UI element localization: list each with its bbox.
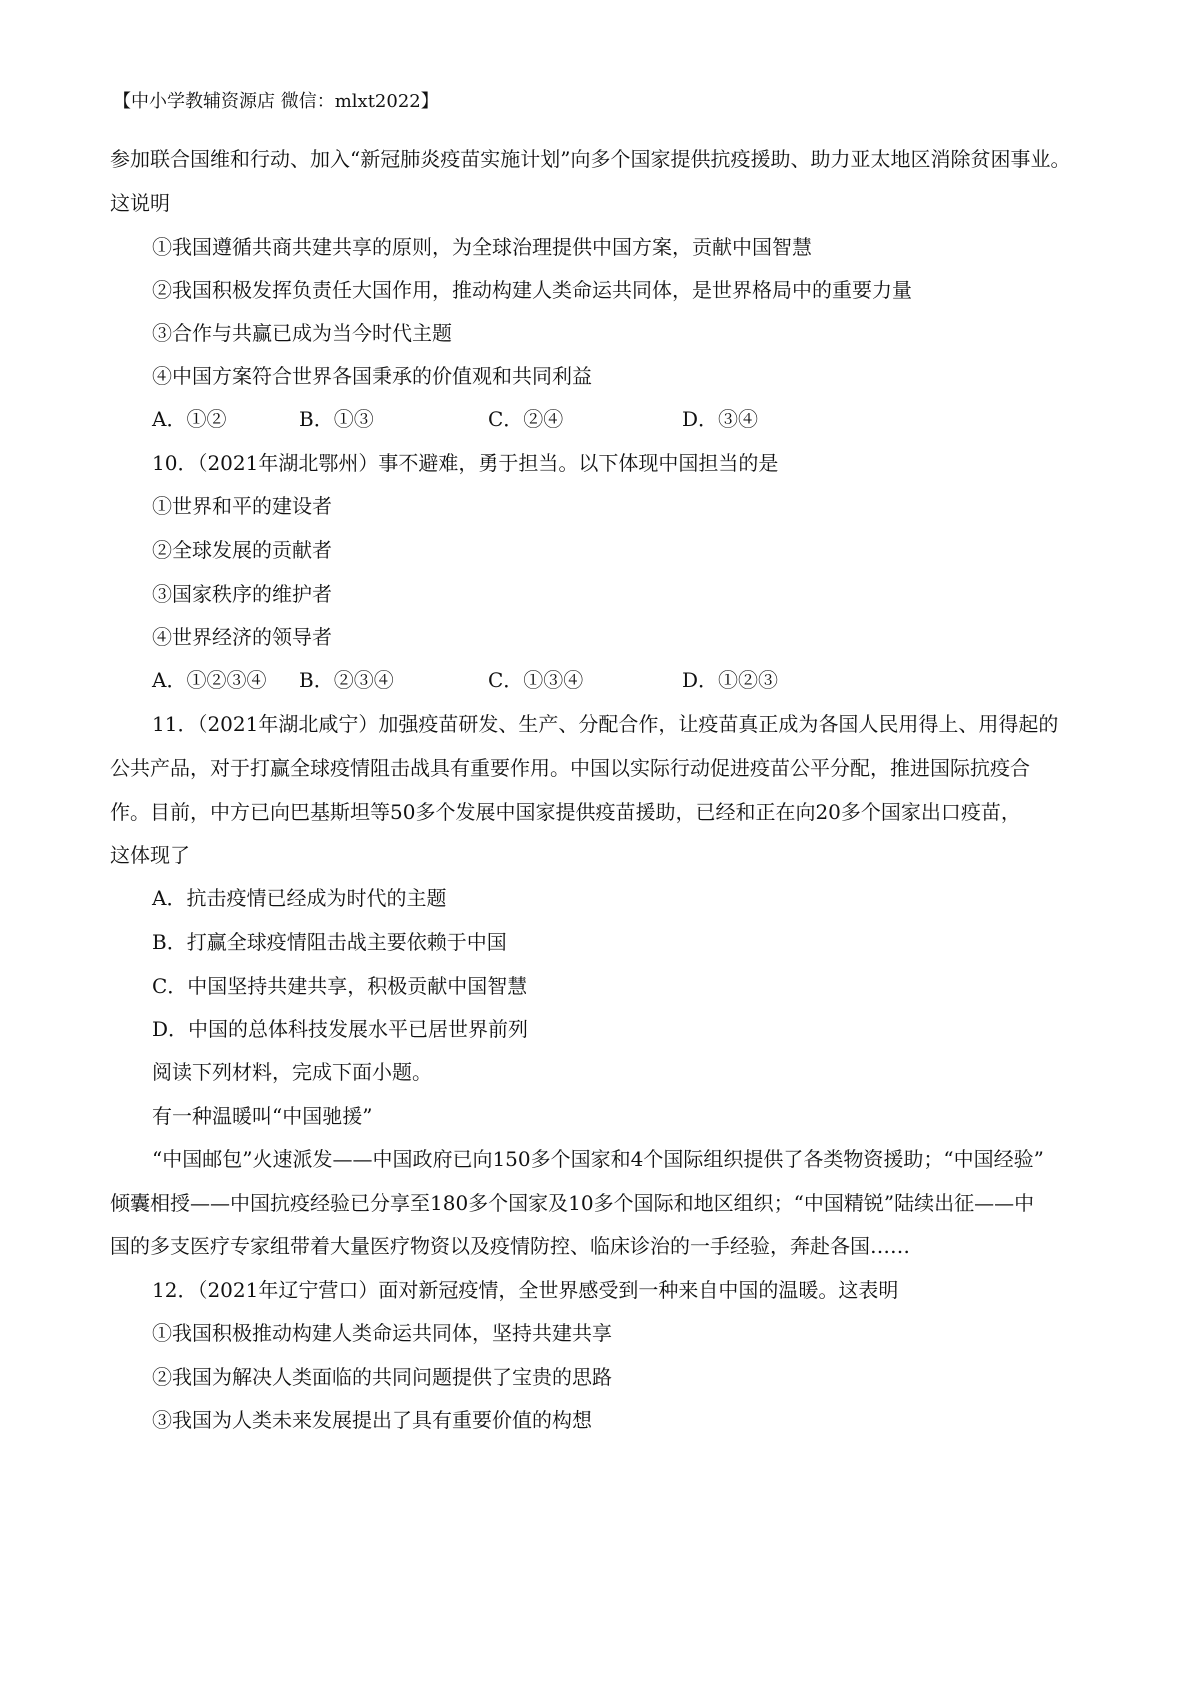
paragraph-line: 参加联合国维和行动、加入“新冠肺炎疫苗实施计划”向多个国家提供抗疫援助、助力亚太地区消除贫困事业。: [110, 147, 1071, 171]
statement-item: ①我国遵循共商共建共享的原则，为全球治理提供中国方案，贡献中国智慧: [152, 235, 812, 259]
question-12-stem: 12．（2021年辽宁营口）面对新冠疫情，全世界感受到一种来自中国的温暖。这表明: [152, 1278, 899, 1302]
option-c: C．中国坚持共建共享，积极贡献中国智慧: [152, 974, 528, 998]
material-paragraph-line: 国的多支医疗专家组带着大量医疗物资以及疫情防控、临床诊治的一手经验，奔赴各国……: [110, 1234, 910, 1258]
statement-item: ①我国积极推动构建人类命运共同体，坚持共建共享: [152, 1321, 612, 1345]
statement-item: ①世界和平的建设者: [152, 494, 332, 518]
option-b: B．②③④: [299, 668, 394, 692]
paragraph-line: 这体现了: [110, 843, 190, 867]
question-11-stem: 11．（2021年湖北咸宁）加强疫苗研发、生产、分配合作，让疫苗真正成为各国人民用得上、用得起的: [152, 712, 1059, 736]
material-intro: 阅读下列材料，完成下面小题。: [152, 1060, 432, 1084]
statement-item: ③合作与共赢已成为当今时代主题: [152, 321, 452, 345]
paragraph-line: 公共产品，对于打赢全球疫情阻击战具有重要作用。中国以实际行动促进疫苗公平分配，推进国际抗疫合: [110, 756, 1030, 780]
statement-item: ②全球发展的贡献者: [152, 538, 332, 562]
option-a: A．①②: [152, 407, 227, 431]
statement-item: ④中国方案符合世界各国秉承的价值观和共同利益: [152, 364, 592, 388]
page-header: 【中小学教辅资源店 微信：mlxt2022】: [113, 91, 439, 112]
q10-options: [152, 666, 1052, 694]
option-d: D．中国的总体科技发展水平已居世界前列: [152, 1017, 529, 1041]
option-d: D．①②③: [682, 668, 779, 692]
option-c: C．①③④: [488, 668, 584, 692]
material-paragraph-line: 倾囊相授——中国抗疫经验已分享至180多个国家及10多个国际和地区组织；“中国精锐”陆续出征——中: [110, 1191, 1035, 1215]
material-paragraph-line: “中国邮包”火速派发——中国政府已向150多个国家和4个国际组织提供了各类物资援助；“中国经验”: [152, 1147, 1044, 1171]
q9-options: [152, 405, 1052, 433]
question-10-stem: 10．（2021年湖北鄂州）事不避难，勇于担当。以下体现中国担当的是: [152, 451, 779, 475]
option-c: C．②④: [488, 407, 564, 431]
statement-item: ②我国积极发挥负责任大国作用，推动构建人类命运共同体，是世界格局中的重要力量: [152, 278, 912, 302]
statement-item: ④世界经济的领导者: [152, 625, 332, 649]
option-b: B．打赢全球疫情阻击战主要依赖于中国: [152, 930, 507, 954]
option-d: D．③④: [682, 407, 759, 431]
option-a: A．抗击疫情已经成为时代的主题: [152, 886, 447, 910]
statement-item: ②我国为解决人类面临的共同问题提供了宝贵的思路: [152, 1365, 612, 1389]
paragraph-line: 这说明: [110, 191, 170, 215]
option-a: A．①②③④: [152, 668, 267, 692]
statement-item: ③国家秩序的维护者: [152, 582, 332, 606]
option-b: B．①③: [299, 407, 374, 431]
statement-item: ③我国为人类未来发展提出了具有重要价值的构想: [152, 1408, 592, 1432]
paragraph-line: 作。目前，中方已向巴基斯坦等50多个发展中国家提供疫苗援助，已经和正在向20多个国家出口疫苗，: [110, 800, 1021, 824]
material-title: 有一种温暖叫“中国驰援”: [152, 1104, 373, 1128]
